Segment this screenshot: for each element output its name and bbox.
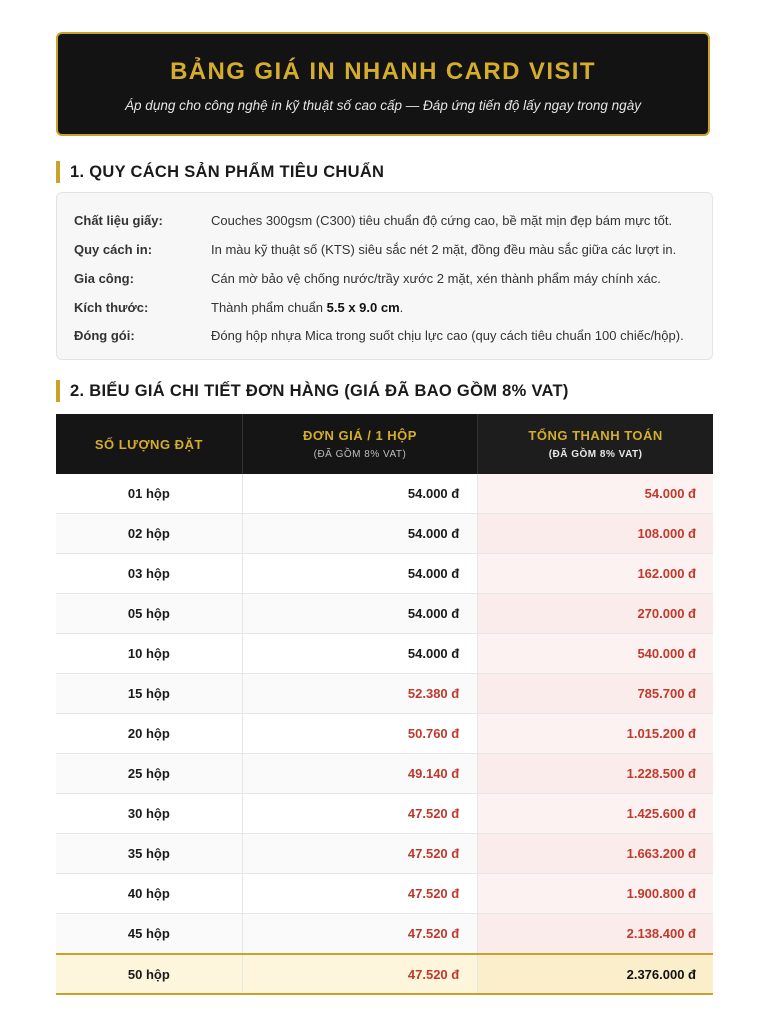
table-row-highlight: [56, 954, 713, 994]
unit-price-cell: 47.520 đ: [242, 874, 477, 914]
unit-price-cell: 47.520 đ: [242, 794, 477, 834]
qty-cell: 30 hộp: [56, 794, 242, 834]
qty-cell: 35 hộp: [56, 834, 242, 874]
column-header-total: TỔNG THANH TOÁN (ĐÃ GỒM 8% VAT): [478, 414, 713, 474]
section-title-pricing: 2. BIỂU GIÁ CHI TIẾT ĐƠN HÀNG (GIÁ ĐÃ BAO GỒM 8% VAT): [56, 380, 569, 402]
header-banner: [56, 32, 710, 136]
unit-price-cell: 47.520 đ: [242, 954, 477, 994]
spec-value: Cán mờ bảo vệ chống nước/trầy xước 2 mặt, xén thành phẩm máy chính xác.: [211, 271, 661, 286]
spec-label: Gia công:: [74, 271, 134, 286]
total-cell: 108.000 đ: [478, 514, 713, 554]
size-suffix: .: [399, 300, 404, 315]
column-subheader-total: (ĐÃ GỒM 8% VAT): [548, 449, 643, 460]
table-row: [56, 834, 713, 874]
qty-cell: 02 hộp: [56, 514, 242, 554]
table-row: [56, 914, 713, 955]
total-cell: 1.425.600 đ: [478, 794, 713, 834]
qty-cell: 25 hộp: [56, 754, 242, 794]
unit-price-cell: 49.140 đ: [242, 754, 477, 794]
unit-price-cell: 50.760 đ: [242, 714, 477, 754]
total-cell: 540.000 đ: [478, 634, 713, 674]
spec-label: Quy cách in:: [74, 242, 153, 257]
spec-row-finishing: [57, 269, 712, 289]
spec-label: Kích thước:: [74, 300, 149, 315]
total-cell: 162.000 đ: [478, 554, 713, 594]
page-title: BẢNG GIÁ IN NHANH CARD VISIT: [170, 58, 596, 85]
unit-price-cell: 47.520 đ: [242, 834, 477, 874]
spec-label: Đóng gói:: [74, 328, 135, 343]
total-cell: 785.700 đ: [478, 674, 713, 714]
size-prefix: Thành phẩm chuẩn: [211, 300, 327, 315]
page-subtitle: Áp dụng cho công nghệ in kỹ thuật số cao cấp — Đáp ứng tiến độ lấy ngay trong ngày: [125, 98, 641, 113]
total-cell: 1.228.500 đ: [478, 754, 713, 794]
column-header-unit: ĐƠN GIÁ / 1 HỘP (ĐÃ GỒM 8% VAT): [242, 414, 477, 474]
total-cell: 270.000 đ: [478, 594, 713, 634]
table-row: [56, 474, 713, 514]
unit-price-cell: 52.380 đ: [242, 674, 477, 714]
unit-price-cell: 54.000 đ: [242, 474, 477, 514]
table-row: [56, 554, 713, 594]
spec-row-paper: [57, 211, 712, 231]
total-cell: 1.015.200 đ: [478, 714, 713, 754]
qty-cell: 45 hộp: [56, 914, 242, 955]
total-cell: 2.376.000 đ: [478, 954, 713, 994]
table-row: [56, 514, 713, 554]
unit-price-cell: 54.000 đ: [242, 634, 477, 674]
qty-cell: 50 hộp: [56, 954, 242, 994]
total-cell: 1.900.800 đ: [478, 874, 713, 914]
qty-cell: 15 hộp: [56, 674, 242, 714]
spec-row-size: [57, 298, 712, 318]
spec-value: Couches 300gsm (C300) tiêu chuẩn độ cứng cao, bề mặt mịn đẹp bám mực tốt.: [211, 213, 673, 228]
spec-box: [56, 192, 713, 360]
qty-cell: 05 hộp: [56, 594, 242, 634]
size-value: 5.5 x 9.0 cm: [326, 300, 400, 315]
unit-price-cell: 54.000 đ: [242, 594, 477, 634]
section-title-specs: 1. QUY CÁCH SẢN PHẨM TIÊU CHUẨN: [56, 161, 384, 183]
column-subheader-unit: (ĐÃ GỒM 8% VAT): [313, 449, 407, 460]
spec-label: Chất liệu giấy:: [74, 213, 163, 228]
total-cell: 2.138.400 đ: [478, 914, 713, 955]
table-row: [56, 634, 713, 674]
table-header-row: [56, 414, 713, 474]
qty-cell: 01 hộp: [56, 474, 242, 514]
unit-price-cell: 54.000 đ: [242, 554, 477, 594]
unit-price-cell: 54.000 đ: [242, 514, 477, 554]
table-row: [56, 794, 713, 834]
total-cell: 1.663.200 đ: [478, 834, 713, 874]
price-table: [56, 414, 713, 995]
spec-row-printing: [57, 240, 712, 260]
table-row: [56, 874, 713, 914]
table-row: [56, 594, 713, 634]
qty-cell: 10 hộp: [56, 634, 242, 674]
qty-cell: 03 hộp: [56, 554, 242, 594]
total-cell: 54.000 đ: [478, 474, 713, 514]
qty-cell: 20 hộp: [56, 714, 242, 754]
unit-price-cell: 47.520 đ: [242, 914, 477, 955]
spec-value: Đóng hộp nhựa Mica trong suốt chịu lực cao (quy cách tiêu chuẩn 100 chiếc/hộp).: [211, 328, 684, 343]
spec-row-packaging: [57, 326, 712, 346]
column-header-qty: SỐ LƯỢNG ĐẶT: [56, 414, 242, 474]
qty-cell: 40 hộp: [56, 874, 242, 914]
table-row: [56, 714, 713, 754]
table-row: [56, 674, 713, 714]
spec-value: [211, 298, 403, 318]
spec-value: In màu kỹ thuật số (KTS) siêu sắc nét 2 mặt, đồng đều màu sắc giữa các lượt in.: [211, 242, 677, 257]
table-row: [56, 754, 713, 794]
